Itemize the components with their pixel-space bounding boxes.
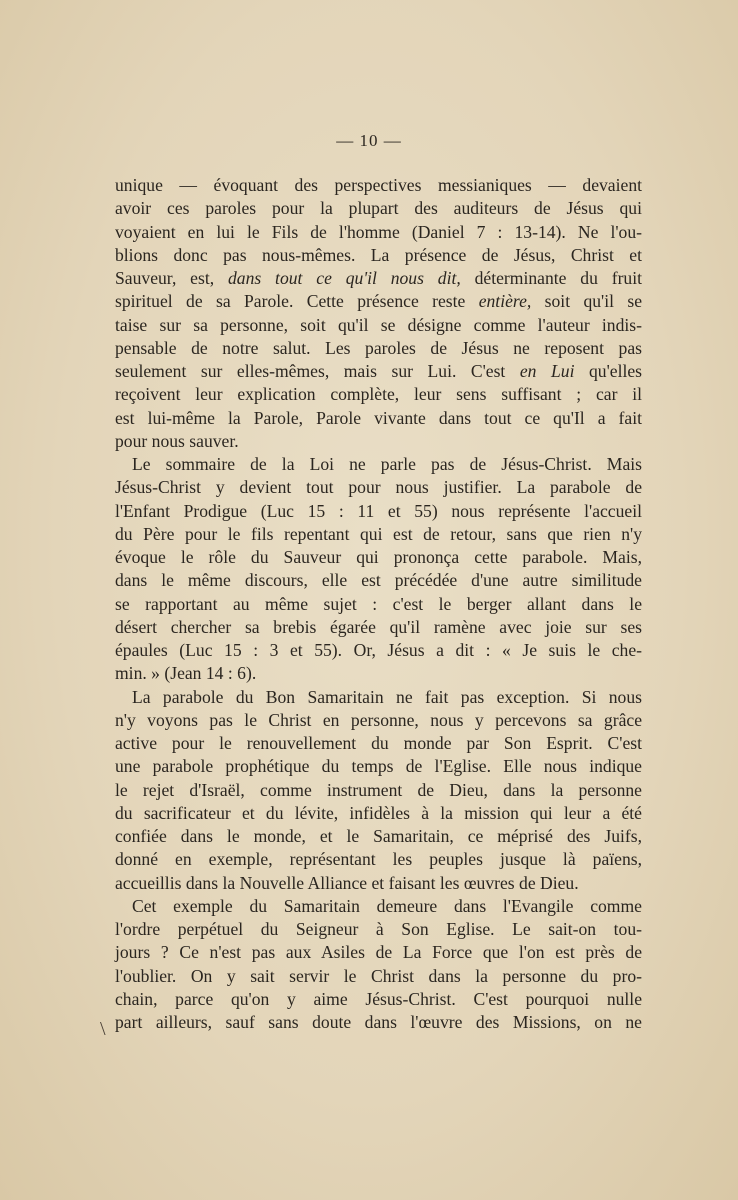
paragraph bbox=[115, 174, 642, 453]
text-line: part ailleurs, sauf sans doute dans l'œuvre des Missions, on ne bbox=[115, 1012, 642, 1032]
page-number: — 10 — bbox=[336, 131, 402, 150]
text-line: chain, parce qu'on y aime Jésus-Christ. C'est pourquoi nulle bbox=[115, 988, 642, 1009]
text-line: l'ordre perpétuel du Seigneur à Son Eglise. Le sait-on tou- bbox=[115, 919, 642, 939]
text-line: se rapportant au même sujet : c'est le berger allant dans le bbox=[115, 593, 642, 614]
text-segment: Sauveur, est, bbox=[115, 268, 228, 288]
text-line: active pour le renouvellement du monde par Son Esprit. C'est bbox=[115, 733, 642, 753]
body-text bbox=[115, 174, 642, 1034]
text-line: du Père pour le fils repentant qui est de retour, sans que rien n'y bbox=[115, 523, 642, 544]
text-line: donné en exemple, représentant les peuples jusque là païens, bbox=[115, 849, 642, 870]
text-line: du sacrificateur et du lévite, infidèles à la mission qui leur a été bbox=[115, 802, 642, 823]
text-line: confiée dans le monde, et le Samaritain, ce méprisé des Juifs, bbox=[115, 826, 642, 846]
text-segment: soit qu'il se bbox=[531, 291, 643, 312]
text-line: est lui-même la Parole, Parole vivante dans tout ce qu'Il a fait bbox=[115, 407, 642, 428]
text-segment: spirituel de sa Parole. Cette présence reste bbox=[115, 291, 479, 312]
text-line: désert chercher sa brebis égarée qu'il ramène avec joie sur ses bbox=[115, 616, 642, 637]
text-line: Le sommaire de la Loi ne parle pas de Jésus-Christ. Mais bbox=[132, 454, 642, 474]
text-line: accueillis dans la Nouvelle Alliance et faisant les œuvres de Dieu. bbox=[115, 872, 579, 893]
italic-phrase: en Lui bbox=[519, 361, 575, 381]
text-line: jours ? Ce n'est pas aux Asiles de La Force que l'on est près de bbox=[115, 942, 642, 963]
text-line: avoir ces paroles pour la plupart des auditeurs de Jésus qui bbox=[115, 198, 642, 219]
text-line: épaules (Luc 15 : 3 et 55). Or, Jésus a dit : « Je suis le che- bbox=[115, 640, 642, 660]
text-line: taise sur sa personne, soit qu'il se désigne comme l'auteur indis- bbox=[115, 314, 642, 335]
text-line bbox=[115, 290, 642, 313]
text-line: le rejet d'Israël, comme instrument de Dieu, dans la personne bbox=[115, 779, 642, 800]
text-segment: déterminante du fruit bbox=[460, 268, 643, 288]
text-line: unique — évoquant des perspectives messianiques — devaient bbox=[115, 175, 642, 195]
margin-mark: \ bbox=[100, 1018, 106, 1040]
paragraph bbox=[115, 686, 642, 895]
text-line: Jésus-Christ y devient tout pour nous justifier. La parabole de bbox=[115, 477, 642, 498]
paragraph bbox=[115, 895, 642, 1035]
text-line: dans le même discours, elle est précédée d'une autre similitude bbox=[115, 570, 642, 591]
text-line bbox=[115, 267, 642, 290]
text-line: pensable de notre salut. Les paroles de Jésus ne reposent pas bbox=[115, 337, 642, 358]
text-line: blions donc pas nous-mêmes. La présence de Jésus, Christ et bbox=[115, 244, 642, 265]
text-line: pour nous sauver. bbox=[115, 430, 239, 451]
text-line: évoque le rôle du Sauveur qui prononça cette parabole. Mais, bbox=[115, 547, 642, 567]
paragraph bbox=[115, 453, 642, 686]
text-segment: seulement sur elles-mêmes, mais sur Lui. C'est bbox=[115, 361, 520, 381]
text-line: l'Enfant Prodigue (Luc 15 : 11 et 55) nous représente l'accueil bbox=[115, 500, 642, 521]
text-line bbox=[115, 360, 642, 383]
text-line: n'y voyons pas le Christ en personne, nous y percevons sa grâce bbox=[115, 709, 642, 730]
italic-phrase: dans tout ce qu'il nous dit, bbox=[227, 268, 461, 288]
text-line: voyaient en lui le Fils de l'homme (Daniel 7 : 13-14). Ne l'ou- bbox=[115, 221, 642, 242]
text-line: min. » (Jean 14 : 6). bbox=[115, 663, 257, 684]
text-segment: qu'elles bbox=[574, 361, 642, 381]
text-line: l'oublier. On y sait servir le Christ dans la personne du pro- bbox=[115, 965, 642, 986]
text-line: une parabole prophétique du temps de l'Eglise. Elle nous indique bbox=[115, 756, 642, 777]
italic-phrase: entière, bbox=[478, 291, 532, 312]
text-line: Cet exemple du Samaritain demeure dans l'Evangile comme bbox=[132, 895, 642, 916]
text-line: reçoivent leur explication complète, leur sens suffisant ; car il bbox=[115, 384, 642, 405]
text-line: La parabole du Bon Samaritain ne fait pas exception. Si nous bbox=[132, 686, 642, 707]
